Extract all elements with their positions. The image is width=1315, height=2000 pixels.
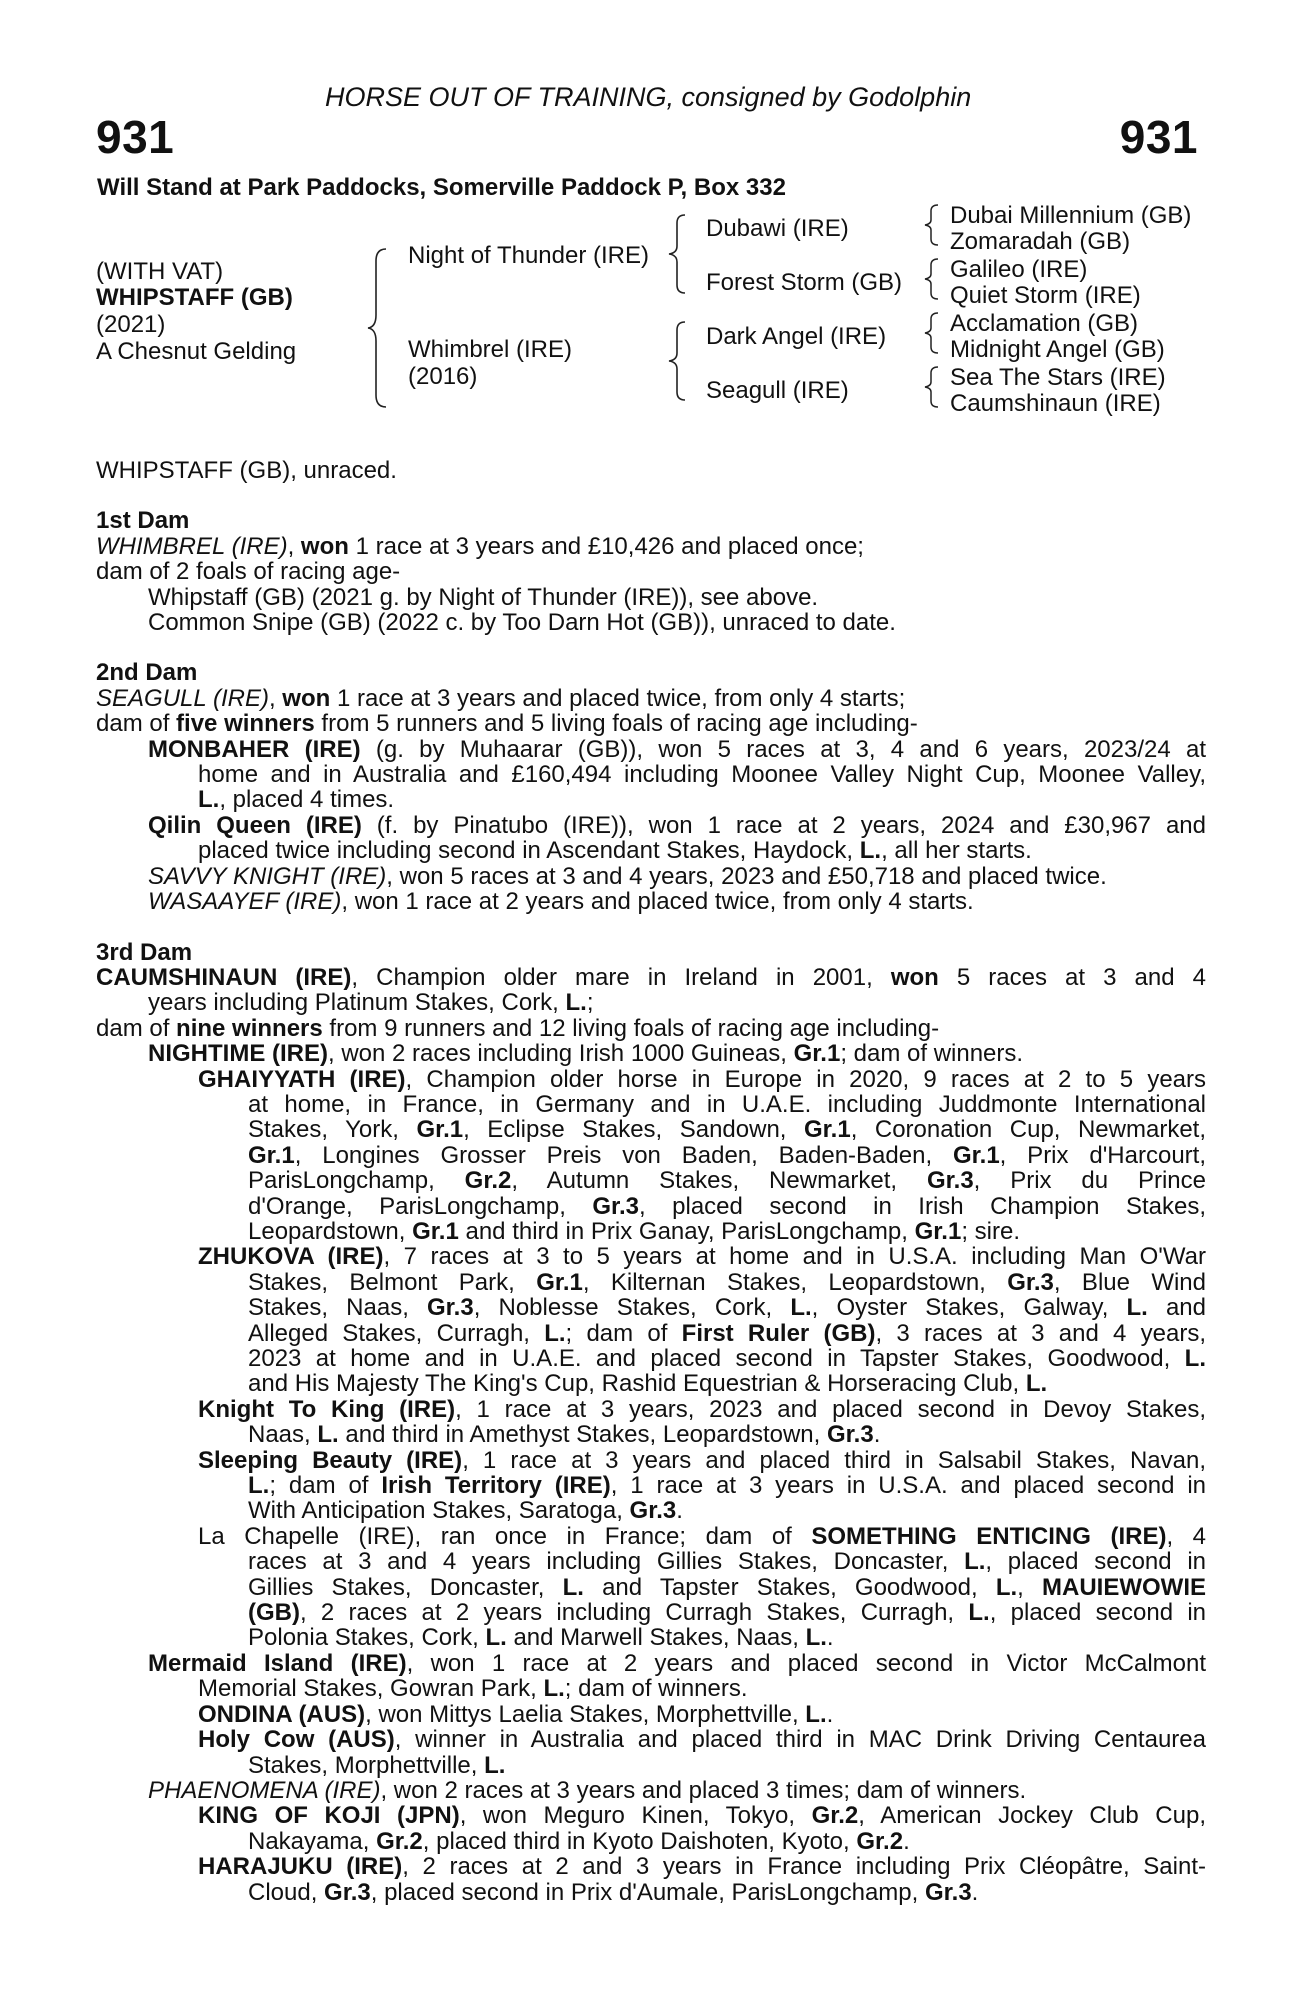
pedigree-sire: Night of Thunder (IRE) bbox=[408, 242, 649, 269]
third-dam-entry: CAUMSHINAUN (IRE), Champion older mare in Ireland in 2001, won 5 races at 3 and 4 years including Platinum Stakes, Cork, L.; bbox=[96, 963, 1207, 1017]
pedigree-brace-g4-1 bbox=[923, 203, 941, 247]
produce-entry-nightime: NIGHTIME (IRE), won 2 races including Irish 1000 Guineas, Gr.1; dam of winners. bbox=[148, 1040, 1024, 1068]
produce-entry-phaenomena: PHAENOMENA (IRE), won 2 races at 3 years and placed 3 times; dam of winners. bbox=[148, 1776, 1027, 1804]
won-label: won bbox=[300, 532, 349, 560]
pedigree-dam-dam: Seagull (IRE) bbox=[706, 377, 849, 404]
produce-entry-mermaid-island: Mermaid Island (IRE), won 1 race at 2 years and placed second in Victor McCalmont Memorial Stakes, Gowran Park, L.; dam of winners. bbox=[148, 1649, 1207, 1703]
vat-note: (WITH VAT) bbox=[96, 258, 224, 285]
pedigree-sire-dam: Forest Storm (GB) bbox=[706, 269, 903, 296]
produce-entry-holy-cow: Holy Cow (AUS), winner in Australia and placed third in MAC Drink Driving Centaurea Stakes, Morphettville, L. bbox=[198, 1726, 1206, 1779]
pedigree-brace-g4-2 bbox=[923, 257, 941, 301]
catalogue-body bbox=[96, 458, 1206, 1905]
second-dam-produce-summary: dam of five winners from 5 runners and 5 living foals of racing age including- bbox=[96, 710, 918, 738]
pedigree-g4-4: Quiet Storm (IRE) bbox=[950, 282, 1141, 309]
pedigree-g4-7: Sea The Stars (IRE) bbox=[950, 364, 1166, 391]
dam-name: WHIMBREL (IRE) bbox=[96, 532, 288, 560]
pedigree-g4-3: Galileo (IRE) bbox=[950, 256, 1088, 283]
pedigree-brace-sire bbox=[667, 213, 689, 295]
pedigree-brace-main bbox=[366, 247, 390, 409]
produce-entry-knight-to-king: Knight To King (IRE), 1 race at 3 years, 2023 and placed second in Devoy Stakes, Naas, L. and third in Amethyst Stakes, Leopardstown, Gr.3. bbox=[198, 1395, 1207, 1449]
pedigree-g4-2: Zomaradah (GB) bbox=[950, 228, 1131, 255]
first-dam-line: WHIMBREL (IRE), won 1 race at 3 years and £10,426 and placed once; bbox=[96, 532, 864, 560]
produce-entry-king-of-koji: KING OF KOJI (JPN), won Meguro Kinen, Tokyo, Gr.2, American Jockey Club Cup, Nakayama, Gr.2, placed third in Kyoto Daishoten, Kyoto, Gr.2. bbox=[198, 1802, 1206, 1855]
pedigree-g4-5: Acclamation (GB) bbox=[950, 310, 1139, 337]
produce-entry-la-chapelle: La Chapelle (IRE), ran once in France; dam of SOMETHING ENTICING (IRE), 4 races at 3 and 4 years including Gillies Stakes, Doncaster, L., placed second in Gillies Stakes, Doncaster, L. and Tapster Stakes, Goodwood, L., MAUIEWOWIE (GB), 2 races at 2 years including Curragh Stakes, Curragh, L., placed second in Polonia Stakes, Cork, L. and Marwell Stakes, Naas, L.. bbox=[198, 1522, 1207, 1652]
produce-entry-wasaayef: WASAAYEF (IRE), won 1 race at 2 years and placed twice, from only 4 starts. bbox=[148, 888, 974, 916]
horse-year: (2021) bbox=[96, 311, 166, 338]
produce-entry-monbaher: MONBAHER (IRE) (g. by Muhaarar (GB)), won 5 races at 3, 4 and 6 years, 2023/24 at home and in Australia and £160,494 including Moonee Valley Night Cup, Moonee Valley, L., placed 4 times. bbox=[148, 735, 1206, 814]
lot-number-left: 931 bbox=[96, 111, 175, 163]
produce-entry-savvy-knight: SAVVY KNIGHT (IRE), won 5 races at 3 and 4 years, 2023 and £50,718 and placed twice. bbox=[148, 862, 1107, 890]
produce-entry-sleeping-beauty: Sleeping Beauty (IRE), 1 race at 3 years and placed third in Salsabil Stakes, Navan, L.; dam of Irish Territory (IRE), 1 race at 3 years in U.S.A. and placed second in With Anticipation Stakes, Saratoga, Gr.3. bbox=[198, 1446, 1207, 1525]
foal-entry: Whipstaff (GB) (2021 g. by Night of Thunder (IRE)), see above. bbox=[148, 583, 819, 611]
produce-entry-harajuku: HARAJUKU (IRE), 2 races at 2 and 3 years in France including Prix Cléopâtre, Saint- Cloud, Gr.3, placed second in Prix d'Aumale, ParisLongchamp, Gr.3. bbox=[198, 1853, 1206, 1906]
pedigree-g4-1: Dubai Millennium (GB) bbox=[950, 202, 1192, 229]
pedigree-brace-g4-3 bbox=[923, 311, 941, 355]
second-dam-line: SEAGULL (IRE), won 1 race at 3 years and placed twice, from only 4 starts; bbox=[96, 684, 906, 712]
second-dam-heading: 2nd Dam bbox=[96, 659, 198, 687]
produce-entry-ghaiyyath: GHAIYYATH (IRE), Champion older horse in Europe in 2020, 9 races at 2 to 5 years at home, in France, in Germany and in U.A.E. including Juddmonte International Stakes, York, Gr.1, Eclipse Stakes, Sandown, Gr.1, Coronation Cup, Newmarket, Gr.1, Longines Grosser Preis von Baden, Baden-Baden, Gr.1, Prix d'Harcourt, ParisLongchamp, Gr.2, Autumn Stakes, Newmarket, Gr.3, Prix du Prince d'Orange, ParisLongchamp, Gr.3, placed second in Irish Champion Stakes, Leopardstown, Gr.1 and third in Prix Ganay, ParisLongchamp, Gr.1; sire. bbox=[198, 1065, 1207, 1245]
first-dam-foals-line: dam of 2 foals of racing age- bbox=[96, 558, 401, 586]
first-dam-heading: 1st Dam bbox=[96, 507, 190, 535]
stand-location: Will Stand at Park Paddocks, Somerville Paddock P, Box 332 bbox=[97, 174, 786, 201]
horse-description: A Chesnut Gelding bbox=[96, 338, 297, 365]
produce-entry-zhukova: ZHUKOVA (IRE), 7 races at 3 to 5 years at home and in U.S.A. including Man O'War Stakes, Belmont Park, Gr.1, Kilternan Stakes, Leopardstown, Gr.3, Blue Wind Stakes, Naas, Gr.3, Noblesse Stakes, Cork, L., Oyster Stakes, Galway, L. and Alleged Stakes, Curragh, L.; dam of First Ruler (GB), 3 races at 3 and 4 years, 2023 at home and in U.A.E. and placed second in Tapster Stakes, Goodwood, L. and His Majesty The King's Cup, Rashid Equestrian & Horseracing Club, L. bbox=[198, 1243, 1207, 1398]
produce-entry-ondina: ONDINA (AUS), won Mittys Laelia Stakes, Morphettville, L.. bbox=[198, 1700, 834, 1728]
pedigree-dam-year: (2016) bbox=[408, 363, 478, 390]
sale-header: HORSE OUT OF TRAINING, consigned by Godolphin bbox=[325, 82, 972, 112]
pedigree-g4-8: Caumshinaun (IRE) bbox=[950, 390, 1161, 417]
pedigree-dam: Whimbrel (IRE) bbox=[408, 336, 573, 363]
third-dam-heading: 3rd Dam bbox=[96, 938, 193, 966]
horse-name: WHIPSTAFF (GB) bbox=[96, 284, 293, 311]
lot-number-right: 931 bbox=[1119, 111, 1198, 163]
pedigree-g4-6: Midnight Angel (GB) bbox=[950, 336, 1165, 363]
foal-entry: Common Snipe (GB) (2022 c. by Too Darn Hot (GB)), unraced to date. bbox=[148, 609, 896, 637]
pedigree-brace-g4-4 bbox=[923, 365, 941, 409]
pedigree-brace-dam bbox=[667, 320, 689, 402]
pedigree-dam-sire: Dark Angel (IRE) bbox=[706, 323, 887, 350]
race-record-intro: WHIPSTAFF (GB), unraced. bbox=[96, 457, 397, 484]
produce-entry-qilin-queen: Qilin Queen (IRE) (f. by Pinatubo (IRE)), won 1 race at 2 years, 2024 and £30,967 and placed twice including second in Ascendant Stakes, Haydock, L., all her starts. bbox=[148, 811, 1207, 865]
third-dam-produce-summary: dam of nine winners from 9 runners and 12 living foals of racing age including- bbox=[96, 1014, 940, 1042]
pedigree-sire-sire: Dubawi (IRE) bbox=[706, 215, 849, 242]
